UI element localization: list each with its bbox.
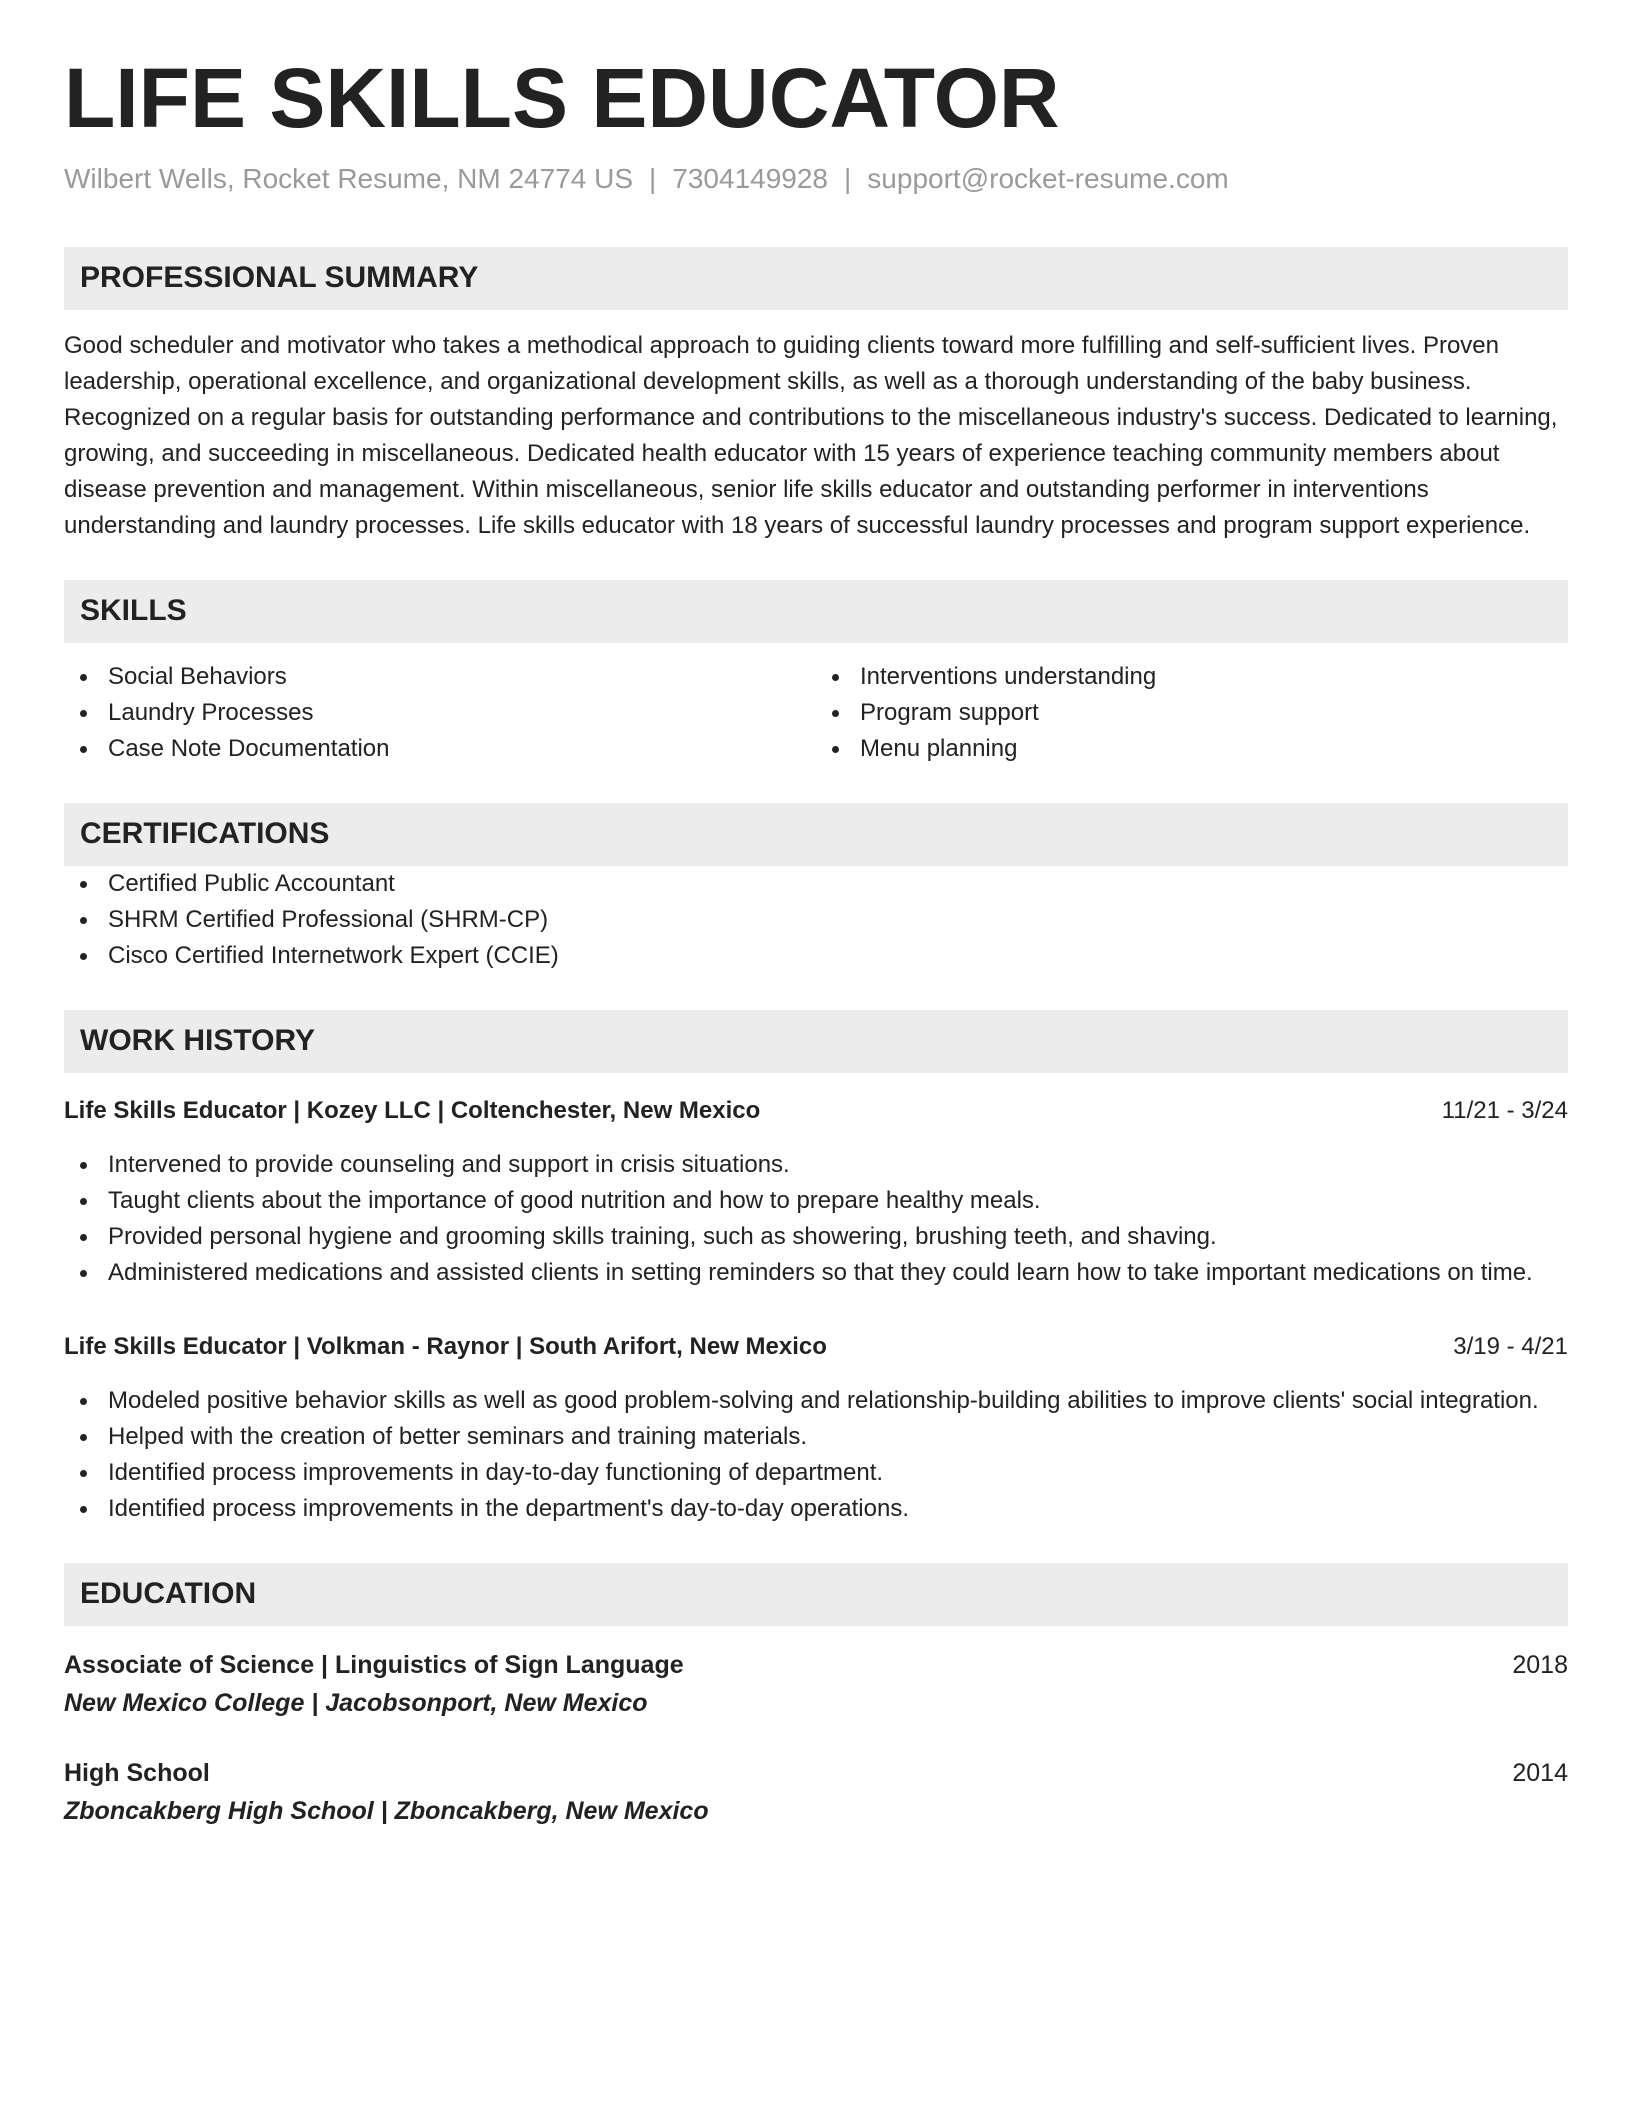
skill-item: Case Note Documentation	[64, 731, 816, 767]
section-heading-skills: SKILLS	[64, 580, 1568, 643]
skill-item: Menu planning	[816, 731, 1568, 767]
skill-item: Laundry Processes	[64, 695, 816, 731]
resume-title: LIFE SKILLS EDUCATOR	[64, 51, 1060, 145]
certification-item: Cisco Certified Internetwork Expert (CCIE)	[64, 938, 1568, 974]
job-title: Life Skills Educator | Kozey LLC | Coltenchester, New Mexico	[64, 1096, 761, 1124]
education-year: 2018	[1512, 1650, 1568, 1679]
job-bullet: Identified process improvements in the department's day-to-day operations.	[64, 1491, 1568, 1527]
job-entry	[64, 1093, 1568, 1291]
job-header	[64, 1329, 1568, 1365]
job-bullet: Modeled positive behavior skills as well as good problem-solving and relationship-building abilities to improve clients' social integration.	[64, 1383, 1568, 1419]
certification-item: SHRM Certified Professional (SHRM-CP)	[64, 902, 1568, 938]
skill-item: Social Behaviors	[64, 659, 816, 695]
contact-phone: 7304149928	[672, 162, 829, 194]
education-degree: High School	[64, 1758, 210, 1787]
skill-item: Interventions understanding	[816, 659, 1568, 695]
job-bullet: Administered medications and assisted clients in setting reminders so that they could learn how to take important medications on time.	[64, 1255, 1568, 1291]
skills-grid	[64, 659, 1568, 767]
contact-email[interactable]: support@rocket-resume.com	[867, 162, 1229, 194]
job-bullet: Provided personal hygiene and grooming skills training, such as showering, brushing teeth, and shaving.	[64, 1219, 1568, 1255]
summary-text: Good scheduler and motivator who takes a methodical approach to guiding clients toward more fulfilling and self-sufficient lives. Proven leadership, operational excellence, and organizational development skills, as well as a thorough understanding of the baby business. Recognized on a regular basis for outstanding performance and contributions to the miscellaneous industry's success. Dedicated to learning, growing, and succeeding in miscellaneous. Dedicated health educator with 15 years of experience teaching community members about disease prevention and management. Within miscellaneous, senior life skills educator and outstanding performer in interventions understanding and laundry processes. Life skills educator with 18 years of successful laundry processes and program support experience.	[64, 331, 1558, 539]
skill-item: Program support	[816, 695, 1568, 731]
section-heading-summary: PROFESSIONAL SUMMARY	[64, 247, 1568, 310]
job-bullet: Intervened to provide counseling and support in crisis situations.	[64, 1147, 1568, 1183]
education-school: New Mexico College | Jacobsonport, New Mexico	[64, 1688, 648, 1717]
education-year: 2014	[1512, 1758, 1568, 1787]
certifications-list	[64, 866, 1568, 974]
job-dates: 11/21 - 3/24	[1441, 1096, 1568, 1124]
education-school: Zboncakberg High School | Zboncakberg, New Mexico	[64, 1796, 709, 1825]
education-header	[64, 1754, 1568, 1792]
education-entry	[64, 1646, 1568, 1722]
skills-column-left	[64, 659, 816, 767]
section-heading-certifications: CERTIFICATIONS	[64, 803, 1568, 866]
job-header	[64, 1093, 1568, 1129]
section-heading-education: EDUCATION	[64, 1563, 1568, 1626]
job-bullet: Identified process improvements in day-to-day functioning of department.	[64, 1455, 1568, 1491]
job-title: Life Skills Educator | Volkman - Raynor | South Arifort, New Mexico	[64, 1332, 827, 1360]
education-entry	[64, 1754, 1568, 1830]
job-entry	[64, 1329, 1568, 1527]
job-bullets	[64, 1147, 1568, 1291]
education-degree: Associate of Science | Linguistics of Sign Language	[64, 1650, 684, 1679]
contact-address: Wilbert Wells, Rocket Resume, NM 24774 US	[64, 162, 633, 194]
education-header	[64, 1646, 1568, 1684]
job-bullets	[64, 1383, 1568, 1527]
skills-column-right	[816, 659, 1568, 767]
skills-list-right	[816, 659, 1568, 767]
contact-separator: |	[844, 162, 852, 194]
job-bullet: Helped with the creation of better seminars and training materials.	[64, 1419, 1568, 1455]
contact-line	[64, 161, 1568, 197]
job-dates: 3/19 - 4/21	[1453, 1332, 1568, 1360]
skills-list-left	[64, 659, 816, 767]
contact-separator: |	[649, 162, 657, 194]
section-heading-work-history: WORK HISTORY	[64, 1010, 1568, 1073]
certification-item: Certified Public Accountant	[64, 866, 1568, 902]
job-bullet: Taught clients about the importance of good nutrition and how to prepare healthy meals.	[64, 1183, 1568, 1219]
